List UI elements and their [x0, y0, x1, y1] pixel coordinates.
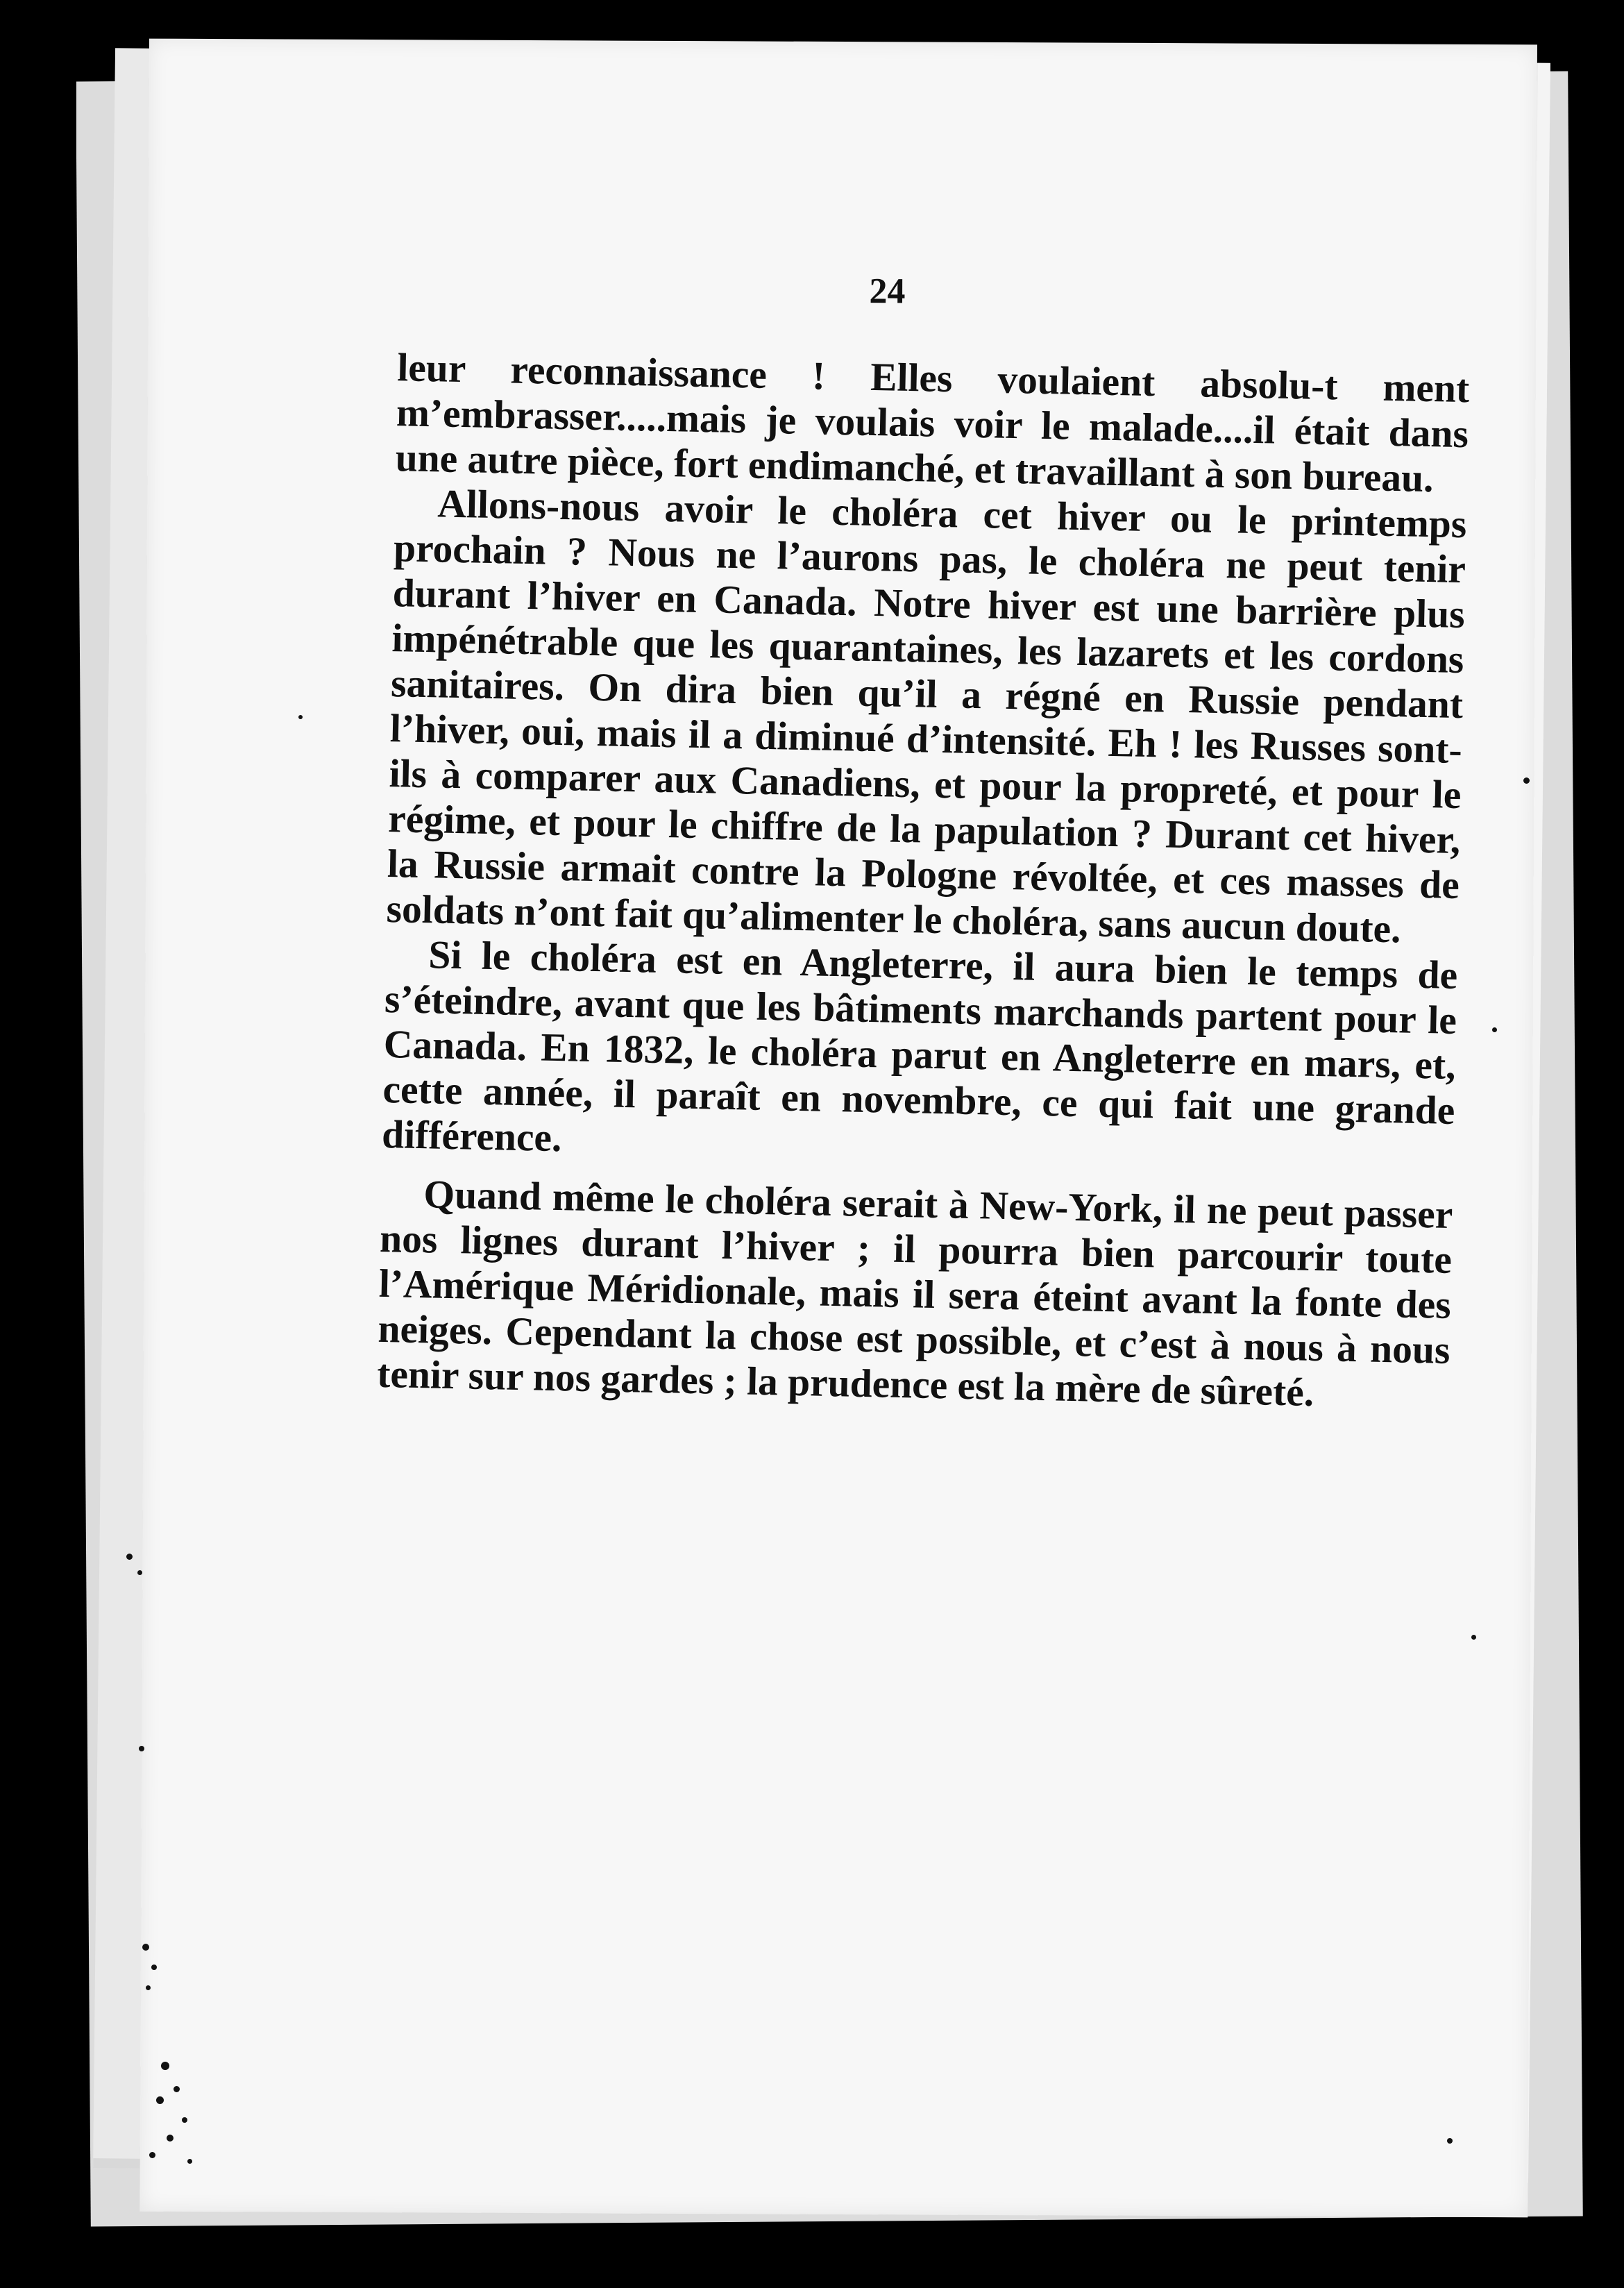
scan-border-bottom: [0, 2242, 1624, 2288]
dust-speck: [126, 1554, 133, 1560]
body-text: [377, 345, 1470, 1418]
page-number: 24: [869, 271, 906, 312]
dust-speck: [156, 2096, 164, 2104]
dust-speck: [142, 1944, 149, 1951]
dust-speck: [151, 1965, 157, 1970]
dust-speck: [1471, 1635, 1476, 1640]
paragraph-1: leur reconnaissance ! Elles voulaient absolu-t ment m’embrasser.....mais je voulais voir le malade....il était dans une autre pièce, fort endimanché, et travaillant à son bureau.: [395, 346, 1470, 501]
dust-speck: [146, 1985, 151, 1990]
dust-speck: [1492, 1027, 1497, 1032]
scan-border-left: [0, 0, 76, 2288]
dust-speck: [1523, 777, 1530, 784]
dust-speck: [137, 1570, 142, 1575]
paragraph-3: Si le choléra est en Angleterre, il aura bien le temps de s’éteindre, avant que les bâtiments marchands partent pour le Canada. En 1832, le choléra parut en Angleterre en mars, et, cette année, il paraît en novembre, ce qui fait une grande différence.: [381, 933, 1458, 1161]
scan-border-right: [1586, 0, 1624, 2288]
dust-speck: [298, 715, 303, 719]
dust-speck: [161, 2062, 169, 2070]
dust-speck: [149, 2152, 155, 2158]
dust-speck: [1447, 2138, 1453, 2144]
scan-border-top: [0, 0, 1624, 38]
paragraph-4: Quand même le choléra serait à New-York, il ne peut passer nos lignes durant l’hiver ; il pourra bien parcourir toute l’Amérique Méridionale, mais il sera éteint avant la fonte des neiges. Cependant la chose est possible, et c’est à nous à nous tenir sur nos gardes ; la prudence est la mère de sûreté.: [376, 1172, 1453, 1415]
dust-speck: [187, 2159, 192, 2164]
dust-speck: [174, 2086, 180, 2092]
page-sheet: [139, 39, 1537, 2218]
dust-speck: [182, 2117, 187, 2123]
dust-speck: [139, 1746, 144, 1751]
paragraph-2: Allons-nous avoir le choléra cet hiver ou le printemps prochain ? Nous ne l’aurons pas, le choléra ne peut tenir durant l’hiver en Canada. Notre hiver est une barrière plus impénétrable que les quarantaines, les lazarets et les cordons sanitaires. On dira bien qu’il a régné en Russie pendant l’hiver, oui, mais il a diminué d’intensité. Eh ! les Russes sont-ils à comparer aux Canadiens, et pour la propreté, et pour le régime, et pour le chiffre de la papulation ? Durant cet hiver, la Russie armait contre la Pologne révoltée, et ces masses de soldats n’ont fait qu’alimenter le choléra, sans aucun doute.: [386, 482, 1467, 952]
dust-speck: [167, 2135, 174, 2142]
